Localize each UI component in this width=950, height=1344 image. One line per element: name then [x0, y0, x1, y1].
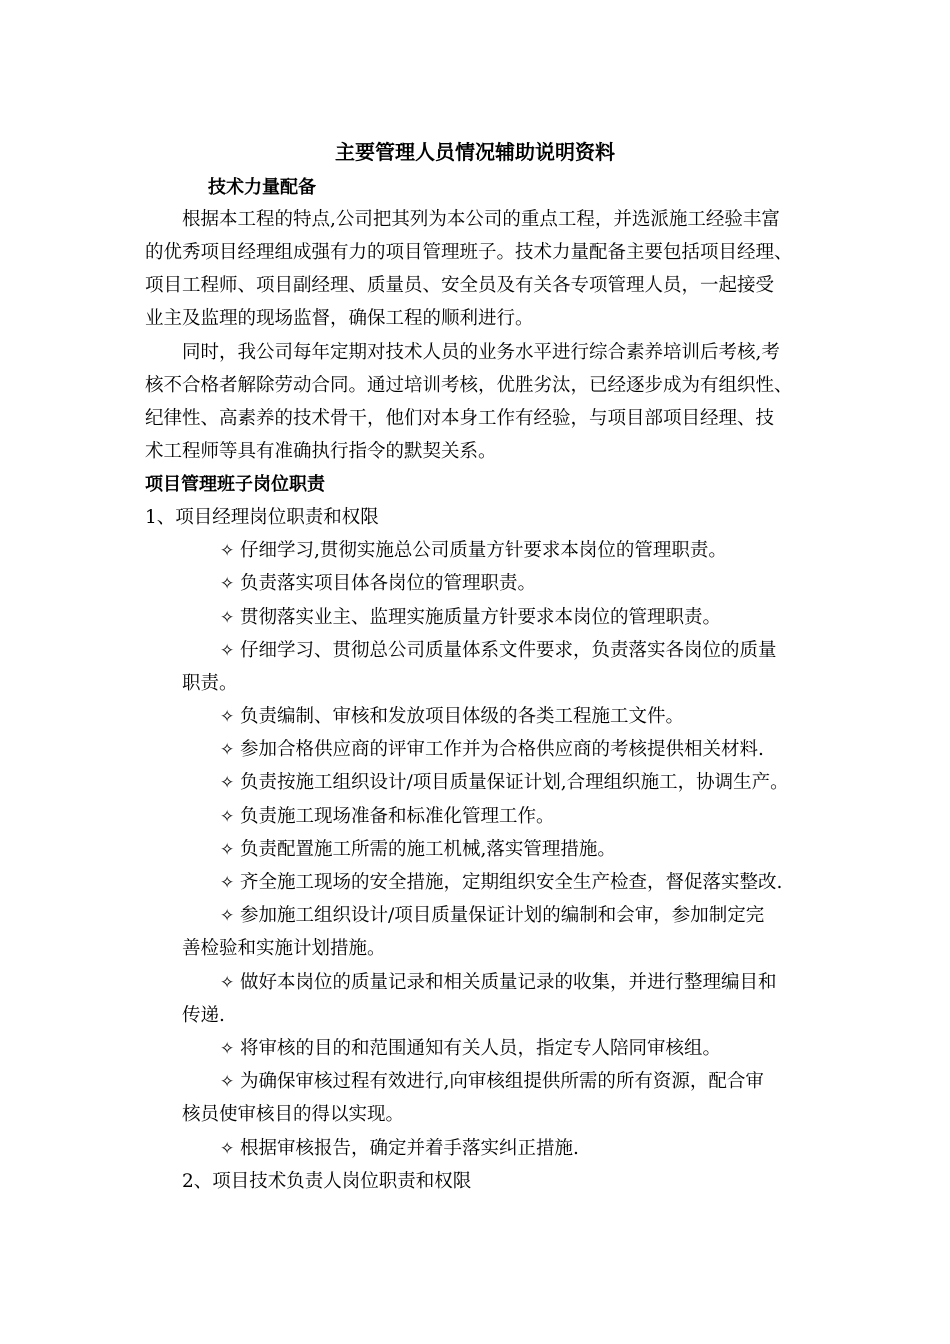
bullet-item: ✧ 参加合格供应商的评审工作并为合格供应商的考核提供相关材料. — [220, 739, 764, 760]
paragraph-line: 的优秀项目经理组成强有力的项目管理班子。技术力量配备主要包括项目经理、 — [145, 242, 793, 263]
bullet-item: ✧ 负责按施工组织设计/项目质量保证计划,合理组织施工，协调生产。 — [220, 772, 789, 793]
bullet-item: ✧ 负责落实项目体各岗位的管理职责。 — [220, 573, 537, 594]
paragraph-line: 根据本工程的特点,公司把其列为本公司的重点工程，并选派施工经验丰富 — [182, 209, 780, 230]
diamond-bullet-icon: ✧ — [220, 1039, 235, 1059]
paragraph-line: 术工程师等具有准确执行指令的默契关系。 — [145, 441, 497, 462]
bullet-item: ✧ 贯彻落实业主、监理实施质量方针要求本岗位的管理职责。 — [220, 607, 722, 628]
diamond-bullet-icon: ✧ — [220, 906, 235, 926]
bullet-item: ✧ 齐全施工现场的安全措施，定期组织安全生产检查，督促落实整改. — [220, 872, 783, 893]
diamond-bullet-icon: ✧ — [220, 1139, 235, 1159]
diamond-bullet-icon: ✧ — [220, 873, 235, 893]
diamond-bullet-icon: ✧ — [220, 541, 235, 561]
subsection-heading-technical-lead: 2、项目技术负责人岗位职责和权限 — [182, 1171, 472, 1192]
bullet-item: ✧ 仔细学习,贯彻实施总公司质量方针要求本岗位的管理职责。 — [220, 540, 727, 561]
section-heading-technical-strength: 技术力量配备 — [208, 177, 316, 198]
bullet-item: ✧ 仔细学习、贯彻总公司质量体系文件要求，负责落实各岗位的质量 — [220, 640, 777, 661]
page-title: 主要管理人员情况辅助说明资料 — [335, 140, 615, 164]
diamond-bullet-icon: ✧ — [220, 574, 235, 594]
bullet-item: ✧ 根据审核报告，确定并着手落实纠正措施. — [220, 1138, 579, 1159]
bullet-item: ✧ 做好本岗位的质量记录和相关质量记录的收集，并进行整理编目和 — [220, 972, 777, 993]
paragraph-line: 业主及监理的现场监督，确保工程的顺利进行。 — [145, 308, 534, 329]
diamond-bullet-icon: ✧ — [220, 773, 235, 793]
diamond-bullet-icon: ✧ — [220, 973, 235, 993]
bullet-continuation: 职责。 — [182, 673, 238, 694]
diamond-bullet-icon: ✧ — [220, 1072, 235, 1092]
paragraph-line: 核不合格者解除劳动合同。通过培训考核，优胜劣汰，已经逐步成为有组织性、 — [145, 375, 793, 396]
bullet-continuation: 核员使审核目的得以实现。 — [182, 1104, 405, 1125]
section-heading-team-duties: 项目管理班子岗位职责 — [145, 474, 325, 495]
bullet-continuation: 善检验和实施计划措施。 — [182, 938, 386, 959]
diamond-bullet-icon: ✧ — [220, 608, 235, 628]
bullet-item: ✧ 负责配置施工所需的施工机械,落实管理措施。 — [220, 839, 616, 860]
bullet-continuation: 传递. — [182, 1005, 225, 1026]
bullet-item: ✧ 参加施工组织设计/项目质量保证计划的编制和会审，参加制定完 — [220, 905, 765, 926]
diamond-bullet-icon: ✧ — [220, 807, 235, 827]
subsection-heading-project-manager: 1、项目经理岗位职责和权限 — [145, 507, 379, 528]
paragraph-line: 纪律性、高素养的技术骨干，他们对本身工作有经验，与项目部项目经理、技 — [145, 408, 775, 429]
bullet-item: ✧ 负责施工现场准备和标准化管理工作。 — [220, 806, 555, 827]
bullet-item: ✧ 为确保审核过程有效进行,向审核组提供所需的所有资源，配合审 — [220, 1071, 764, 1092]
diamond-bullet-icon: ✧ — [220, 840, 235, 860]
diamond-bullet-icon: ✧ — [220, 740, 235, 760]
bullet-item: ✧ 将审核的目的和范围通知有关人员，指定专人陪同审核组。 — [220, 1038, 722, 1059]
bullet-item: ✧ 负责编制、审核和发放项目体级的各类工程施工文件。 — [220, 706, 685, 727]
diamond-bullet-icon: ✧ — [220, 707, 235, 727]
paragraph-line: 同时，我公司每年定期对技术人员的业务水平进行综合素养培训后考核,考 — [182, 342, 780, 363]
diamond-bullet-icon: ✧ — [220, 641, 235, 661]
paragraph-line: 项目工程师、项目副经理、质量员、安全员及有关各专项管理人员，一起接受 — [145, 275, 775, 296]
